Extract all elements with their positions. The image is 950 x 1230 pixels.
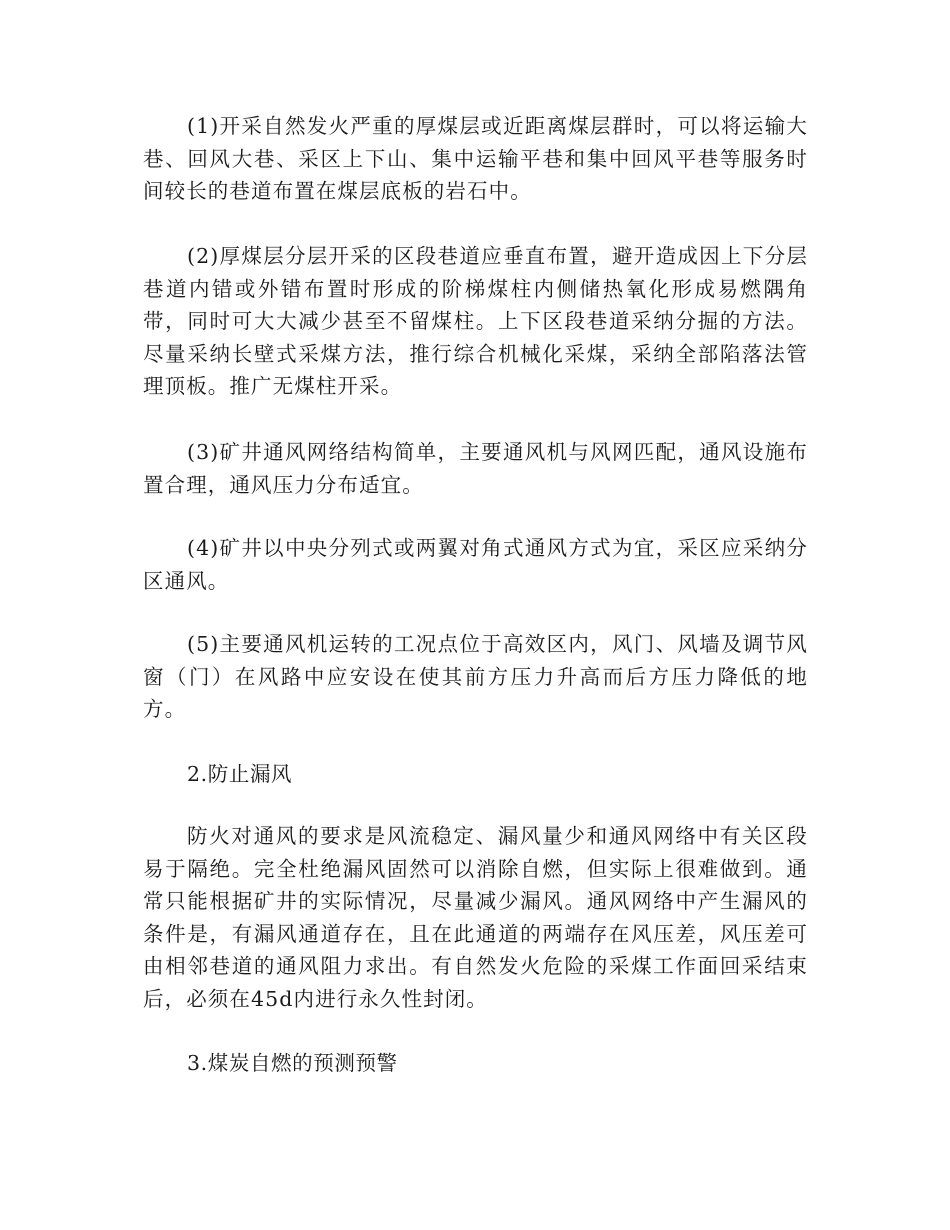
paragraph-prevent-leakage: 防火对通风的要求是风流稳定、漏风量少和通风网络中有关区段易于隔绝。完全杜绝漏风固然可以消除自燃，但实际上很难做到。通常只能根据矿井的实际情况，尽量减少漏风。通风网络中产生漏风的条件是，有漏风通道存在，且在此通道的两端存在风压差，风压差可由相邻巷道的通风阻力求出。有自然发火危险的采煤工作面回采结束后，必须在45d内进行永久性封闭。 (143, 824, 808, 1011)
paragraph-item-3: (3)矿井通风网络结构简单，主要通风机与风网匹配，通风设施布置合理，通风压力分布适宜。 (143, 440, 808, 497)
paragraph-item-4: (4)矿井以中央分列式或两翼对角式通风方式为宜，采区应采纳分区通风。 (143, 536, 808, 593)
paragraph-item-5: (5)主要通风机运转的工况点位于高效区内，风门、风墙及调节风窗（门）在风路中应安设在使其前方压力升高而后方压力降低的地方。 (143, 632, 808, 721)
paragraph-item-1: (1)开采自然发火严重的厚煤层或近距离煤层群时，可以将运输大巷、回风大巷、采区上下山、集中运输平巷和集中回风平巷等服务时间较长的巷道布置在煤层底板的岩石中。 (143, 114, 808, 203)
section-heading-spontaneous-combustion-prediction: 3.煤炭自燃的预测预警 (187, 1051, 398, 1075)
section-heading-prevent-leakage: 2.防止漏风 (187, 762, 293, 786)
paragraph-item-2: (2)厚煤层分层开采的区段巷道应垂直布置，避开造成因上下分层巷道内错或外错布置时形成的阶梯煤柱内侧储热氧化形成易燃隅角带，同时可大大减少甚至不留煤柱。上下区段巷道采纳分掘的方法。尽量采纳长壁式采煤方法，推行综合机械化采煤，采纳全部陷落法管理顶板。推广无煤柱开采。 (143, 244, 808, 398)
